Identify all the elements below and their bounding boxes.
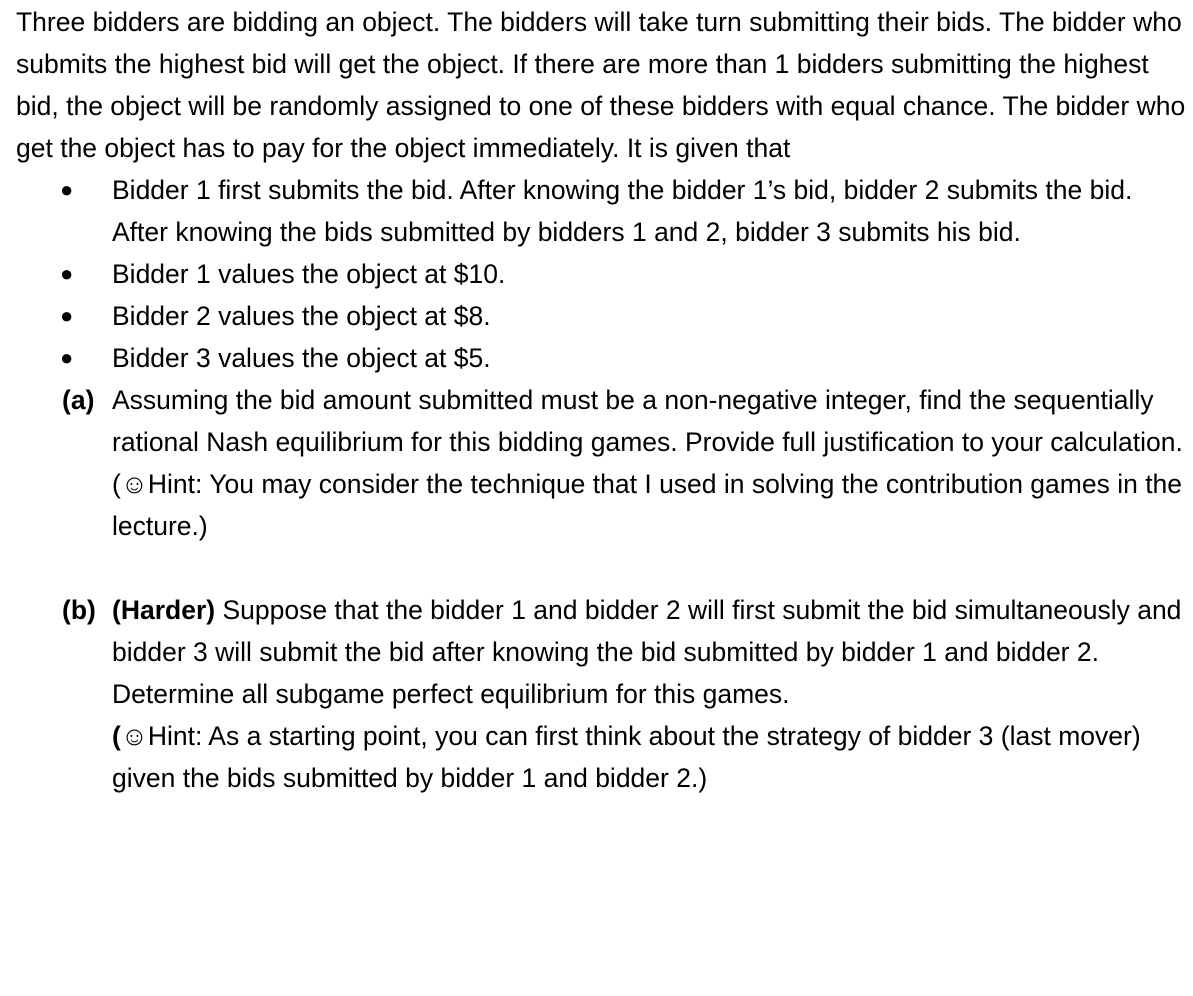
part-b [16,589,1186,799]
question-document [16,0,1186,799]
bullet-text: Bidder 2 values the object at $8. [112,301,491,331]
part-b-body [112,589,1186,715]
part-b-hint-text: Hint: As a starting point, you can first think about the strategy of bidder 3 (last mover) given the bids submitted by bidder 1 and bidder 2.) [112,721,1141,793]
part-b-label: (b) [62,595,96,625]
part-a-label: (a) [62,385,95,415]
part-a-hint: (☺Hint: You may consider the technique that I used in solving the contribution games in the lecture.) [112,469,1183,541]
part-b-hint [112,715,1186,799]
bullet-text: Bidder 3 values the object at $5. [112,343,491,373]
bullet-icon: ● [60,303,74,328]
bullet-item-2 [16,253,1186,295]
part-b-harder-tag: (Harder) [112,595,216,625]
bullet-icon: ● [60,261,74,286]
bullet-text: Bidder 1 values the object at $10. [112,259,506,289]
bullet-icon: ● [60,345,74,370]
part-a-text: Assuming the bid amount submitted must be a non-negative integer, find the sequentially rational Nash equilibrium for this bidding games. Provide full justification to your calculation. [112,385,1183,457]
part-a [16,379,1186,547]
bullet-icon: ● [60,177,74,202]
part-b-hint-open: (☺ [112,721,148,751]
intro-paragraph: Three bidders are bidding an object. The bidders will take turn submitting their bids. The bidder who submits the highest bid will get the object. If there are more than 1 bidders submitting the highest bid, the object will be randomly assigned to one of these bidders with equal chance. The bidder who get the object has to pay for the object immediately. It is given that [16,7,1186,163]
bullet-item-3 [16,295,1186,337]
bullet-text: Bidder 1 first submits the bid. After knowing the bidder 1’s bid, bidder 2 submits the bid. After knowing the bids submitted by bidders 1 and 2, bidder 3 submits his bid. [112,175,1133,247]
part-b-text: Suppose that the bidder 1 and bidder 2 will first submit the bid simultaneously and bidder 3 will submit the bid after knowing the bid submitted by bidder 1 and bidder 2. Determine all subgame perfect equilibrium for this games. [112,595,1182,709]
bullet-item-1 [16,169,1186,253]
spacer [16,547,1186,589]
bullet-item-4 [16,337,1186,379]
